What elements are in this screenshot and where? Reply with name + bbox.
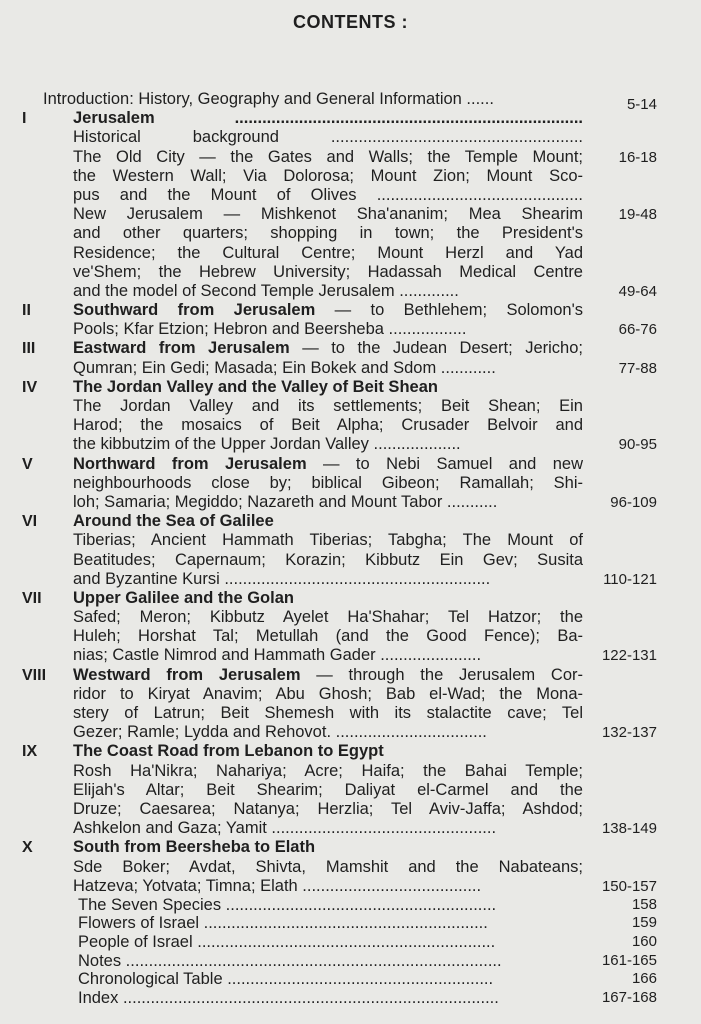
page-number: 90-95 <box>618 436 657 454</box>
toc-row <box>0 512 701 531</box>
toc-entry-text: Hatzeva; Yotvata; Timna; Elath ....................................... <box>73 876 482 895</box>
toc-entry-text: Around the Sea of Galilee <box>73 512 274 531</box>
toc-entry-text: Index .................................................................................. <box>78 988 499 1007</box>
toc-row <box>0 320 701 339</box>
toc-entry-text: Flowers of Israel .............................................................. <box>78 914 488 933</box>
toc-row-backmatter <box>0 896 701 915</box>
toc-entry-text: Harod; the mosaics of Beit Alpha; Crusader Belvoir and <box>73 416 583 435</box>
toc-entry-text: Pools; Kfar Etzion; Hebron and Beersheba ................. <box>73 320 467 339</box>
toc-entry-text: Huleh; Horshat Tal; Metullah (and the Good Fence); Ba- <box>73 627 583 646</box>
page-number: 66-76 <box>618 321 657 339</box>
chapter-number: V <box>22 455 33 473</box>
chapter-subtitle: — to Bethlehem; Solomon's <box>315 301 583 320</box>
toc-row <box>0 838 701 857</box>
toc-entry-text: Historical background ....................................................... <box>73 128 583 147</box>
toc-entry-text: New Jerusalem — Mishkenot Sha'ananim; Mea Shearim <box>73 205 583 224</box>
chapter-number: II <box>22 302 31 320</box>
page-number: 122-131 <box>601 647 657 665</box>
toc-row <box>0 531 701 550</box>
toc-row-backmatter <box>0 914 701 933</box>
toc-entry-text: The Jordan Valley and its settlements; Beit Shean; Ein <box>73 397 583 415</box>
toc-row <box>0 800 701 819</box>
toc-row <box>0 128 701 147</box>
toc-row <box>0 205 701 224</box>
page-number: 77-88 <box>618 359 657 377</box>
chapter-number: X <box>22 839 33 857</box>
toc-row <box>0 493 701 512</box>
toc-row-backmatter <box>0 933 701 952</box>
toc-entry-text: Jerusalem ............................................................................ <box>73 109 583 128</box>
chapter-number: IV <box>22 378 38 396</box>
toc-row <box>0 742 701 761</box>
toc-entry-text: ridor to Kiryat Anavim; Abu Ghosh; Bab el-Wad; the Mona- <box>73 684 583 703</box>
toc-row-backmatter <box>0 970 701 989</box>
chapter-heading: Southward from Jerusalem <box>73 301 316 320</box>
toc-row <box>0 704 701 723</box>
toc-row <box>0 723 701 742</box>
chapter-heading: Eastward from Jerusalem <box>73 339 290 358</box>
toc-entry-text: People of Israel ................................................................. <box>78 933 496 952</box>
toc-row <box>0 435 701 454</box>
toc-entry-text: Tiberias; Ancient Hammath Tiberias; Tabgha; The Mount of <box>73 531 583 550</box>
toc-entry-text: nias; Castle Nimrod and Hammath Gader ...................... <box>73 646 482 665</box>
page-number: 16-18 <box>618 148 657 166</box>
chapter-number: III <box>22 340 36 358</box>
toc-row <box>0 646 701 665</box>
toc-entry-text: Introduction: History, Geography and General Information ...... <box>43 90 494 108</box>
toc-row <box>0 416 701 435</box>
toc-row <box>0 148 701 167</box>
toc-entry-text: ve'Shem; the Hebrew University; Hadassah Medical Centre <box>73 262 583 281</box>
toc-entry-text: Safed; Meron; Kibbutz Ayelet Ha'Shahar; Tel Hatzor; the <box>73 608 583 627</box>
toc-entry-text: and Byzantine Kursi .......................................................... <box>73 569 491 588</box>
toc-entry-text: neighbourhoods close by; biblical Gibeon; Ramallah; Shi- <box>73 473 583 492</box>
toc-row <box>0 109 701 128</box>
page-number: 159 <box>631 914 657 932</box>
page-number: 161-165 <box>601 951 657 969</box>
page-number: 150-157 <box>601 877 657 895</box>
page-number: 49-64 <box>618 282 657 300</box>
page-number: 132-137 <box>601 724 657 742</box>
toc-entry-text: The Seven Species ........................................................... <box>78 895 497 914</box>
toc-entry-text: Qumran; Ein Gedi; Masada; Ein Bokek and Sdom ............ <box>73 358 496 377</box>
toc-row <box>0 666 701 685</box>
toc-entry-text: the kibbutzim of the Upper Jordan Valley ................... <box>73 435 461 454</box>
toc-entry-text: The Coast Road from Lebanon to Egypt <box>73 742 384 761</box>
toc-entry-text: Upper Galilee and the Golan <box>73 588 294 607</box>
chapter-number: IX <box>22 743 38 761</box>
toc-entry-text: Beatitudes; Capernaum; Korazin; Kibbutz Ein Gev; Susita <box>73 550 583 569</box>
toc-row <box>0 551 701 570</box>
chapter-heading: Northward from Jerusalem <box>73 454 307 473</box>
toc-row <box>0 455 701 474</box>
toc-row <box>0 877 701 896</box>
toc-entry-text: Druze; Caesarea; Natanya; Herzlia; Tel Aviv-Jaffa; Ashdod; <box>73 799 583 818</box>
chapter-number: I <box>22 110 27 128</box>
page-number: 96-109 <box>610 493 657 511</box>
page-number: 19-48 <box>618 206 657 224</box>
page-number: 110-121 <box>603 570 657 588</box>
toc-entry-text: the Western Wall; Via Dolorosa; Mount Zion; Mount Sco- <box>73 166 583 185</box>
toc-entry-text: The Jordan Valley and the Valley of Beit Shean <box>73 377 438 396</box>
toc-entry-text: Gezer; Ramle; Lydda and Rehovot. ................................. <box>73 723 487 742</box>
toc-row <box>0 167 701 186</box>
table-of-contents <box>0 90 701 1007</box>
toc-entry-text: Chronological Table .......................................................... <box>78 970 494 989</box>
toc-row-backmatter <box>0 952 701 971</box>
page-number: 166 <box>631 970 657 988</box>
chapter-number: VIII <box>22 666 47 684</box>
toc-row <box>0 378 701 397</box>
toc-row <box>0 397 701 416</box>
toc-row <box>0 244 701 263</box>
toc-entry-text: and the model of Second Temple Jerusalem ............. <box>73 281 459 300</box>
toc-row <box>0 589 701 608</box>
toc-entry-text: loh; Samaria; Megiddo; Nazareth and Mount Tabor ........... <box>73 492 498 511</box>
toc-entry-text: and other quarters; shopping in town; the President's <box>73 224 583 243</box>
toc-row <box>0 474 701 493</box>
toc-row <box>0 359 701 378</box>
toc-row <box>0 858 701 877</box>
toc-entry-text: Rosh Ha'Nikra; Nahariya; Acre; Haifa; the Bahai Temple; <box>73 761 583 780</box>
page-title: CONTENTS : <box>293 12 408 32</box>
toc-row <box>0 685 701 704</box>
chapter-subtitle: — to Nebi Samuel and new <box>306 454 583 473</box>
toc-row <box>0 819 701 838</box>
toc-row <box>0 627 701 646</box>
toc-row <box>0 263 701 282</box>
toc-entry-text: The Old City — the Gates and Walls; the Temple Mount; <box>73 147 583 166</box>
toc-row <box>0 301 701 320</box>
page-number: 158 <box>631 895 657 913</box>
page-number: 138-149 <box>601 820 657 838</box>
chapter-number: VII <box>22 589 42 607</box>
toc-row <box>0 224 701 243</box>
toc-entry-text: stery of Latrun; Beit Shemesh with its stalactite cave; Tel <box>73 704 583 722</box>
toc-row <box>0 570 701 589</box>
toc-row-intro <box>0 90 701 113</box>
toc-entry-text: Elijah's Altar; Beit Shearim; Daliyat el-Carmel and the <box>73 780 583 799</box>
toc-entry-text: pus and the Mount of Olives ............................................. <box>73 185 583 204</box>
toc-entry-text <box>73 666 583 685</box>
toc-row <box>0 608 701 627</box>
page-number: 160 <box>631 933 657 951</box>
toc-entry-text <box>73 301 583 320</box>
toc-entry-text: Sde Boker; Avdat, Shivta, Mamshit and the Nabateans; <box>73 857 583 876</box>
chapter-heading: Westward from Jerusalem <box>73 665 301 684</box>
toc-row <box>0 762 701 781</box>
toc-entry-text: Residence; the Cultural Centre; Mount Herzl and Yad <box>73 243 583 262</box>
toc-row <box>0 781 701 800</box>
chapter-subtitle: — to the Judean Desert; Jericho; <box>289 339 583 358</box>
page-number: 5-14 <box>626 96 657 113</box>
toc-entry-text <box>73 455 583 474</box>
toc-entry-text: South from Beersheba to Elath <box>73 838 316 857</box>
chapter-subtitle: — through the Jerusalem Cor- <box>300 665 583 684</box>
toc-row <box>0 339 701 358</box>
toc-entry-text <box>73 339 583 358</box>
toc-entry-text: Ashkelon and Gaza; Yamit ................................................. <box>73 819 497 838</box>
toc-row <box>0 186 701 205</box>
toc-entry-text: Notes .................................................................................. <box>78 951 502 970</box>
page-number: 167-168 <box>601 988 657 1006</box>
chapter-number: VI <box>22 513 38 531</box>
toc-row-backmatter <box>0 989 701 1008</box>
toc-row <box>0 282 701 301</box>
